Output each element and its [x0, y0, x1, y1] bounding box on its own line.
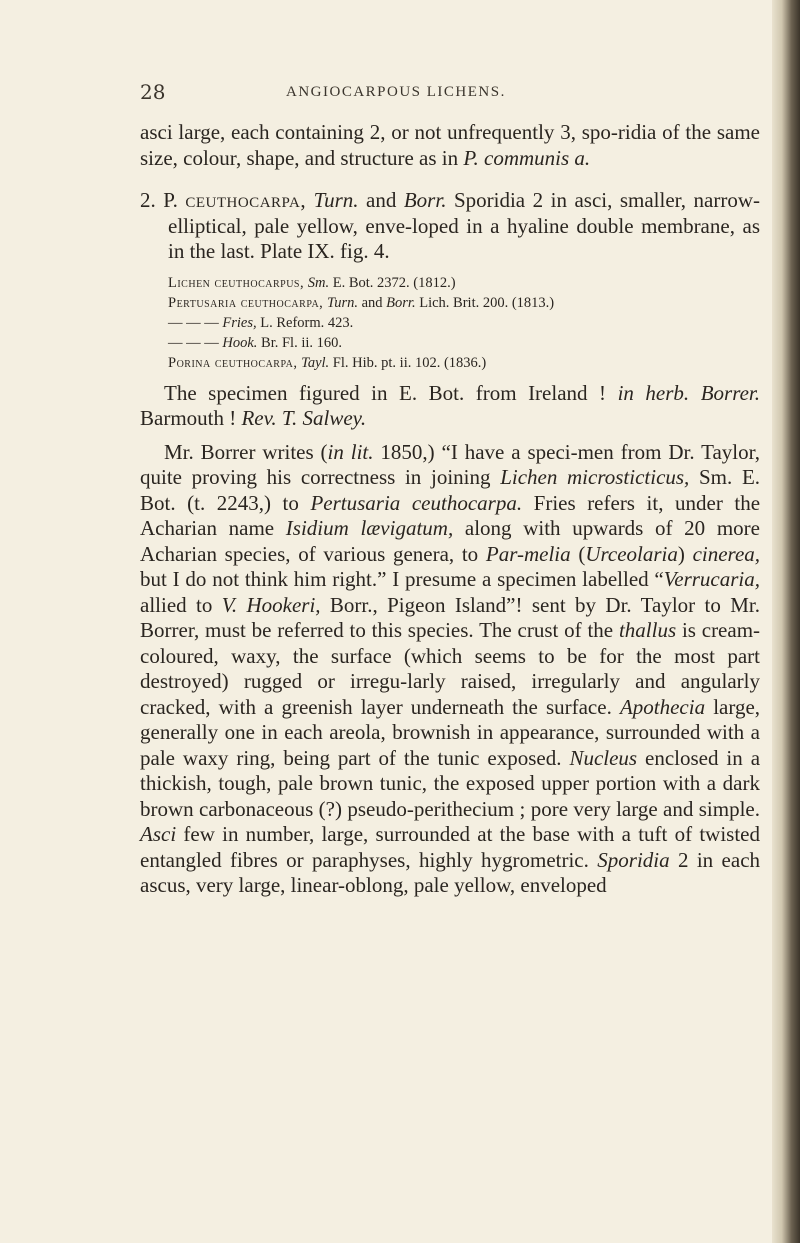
- entry-species: ceuthocarpa,: [185, 188, 307, 212]
- locality-paragraph: The specimen figured in E. Bot. from Ireland ! in herb. Borrer. Barmouth ! Rev. T. Salwey.: [140, 380, 761, 430]
- page-number: 28: [140, 80, 166, 104]
- entry-number: 2.: [140, 188, 156, 212]
- page-header: [140, 80, 740, 104]
- paragraph-continuation: asci large, each containing 2, or not unfrequently 3, spo-ridia of the same size, colour, shape, and structure as in P. communis a.: [140, 120, 760, 170]
- running-head: ANGIOCARPOUS LICHENS.: [286, 84, 506, 100]
- entry-description: Sporidia 2 in asci, smaller, narrow-elliptical, pale yellow, enve-loped in a hyaline double membrane, as in the last. Plate IX. fig. 4.: [168, 188, 761, 263]
- species-entry: 2. P. ceuthocarpa, Turn. and Borr. Sporidia 2 in asci, smaller, narrow-elliptical, pale yellow, enve-loped in a hyaline double membrane, as in the last. Plate IX. fig. 4.: [140, 188, 761, 263]
- description-paragraph: Mr. Borrer writes (in lit. 1850,) “I have a speci-men from Dr. Taylor, quite proving his correctness in joining Lichen microsticticus, Sm. E. Bot. (t. 2243,) to Pertusaria ceuthocarpa. Fries refers it, under the Acharian name Isidium lævigatum, along with upwards of 20 more Acharian species, of various genera, to Par-melia (Urceolaria) cinerea, but I do not think him right.” I presume a specimen labelled “Verrucaria, allied to V. Hookeri, Borr., Pigeon Island”! sent by Dr. Taylor to Mr. Borrer, must be referred to this species. The crust of the thallus is cream-coloured, waxy, the surface (which seems to be for the most part destroyed) rugged or irregu-larly raised, irregularly and angularly cracked, with a greenish layer underneath the surface. Apothecia large, generally one in each areola, brownish in appearance, surrounded with a pale waxy ring, being part of the tunic exposed. Nucleus enclosed in a thickish, tough, pale brown tunic, the exposed upper portion with a dark brown carbonaceous (?) pseudo-perithecium ; pore very large and simple. Asci few in number, large, surrounded at the base with a tuft of twisted entangled fibres or paraphyses, highly hygrometric. Sporidia 2 in each ascus, very large, linear-oblong, pale yellow, enveloped: [140, 439, 761, 897]
- page-binding-edge: [772, 0, 800, 1243]
- species-name: P. communis: [463, 145, 570, 170]
- synonymy-list: [140, 273, 760, 373]
- synonym-line: Pertusaria ceuthocarpa, Turn. and Borr. Lich. Brit. 200. (1813.): [168, 294, 555, 311]
- synonym-line: Porina ceuthocarpa, Tayl. Fl. Hib. pt. ii. 102. (1836.): [168, 354, 487, 371]
- variety-label: a.: [574, 145, 591, 170]
- page-body: [140, 120, 760, 899]
- synonym-line: — — — Fries, L. Reform. 423.: [168, 314, 354, 331]
- synonym-line: — — — Hook. Br. Fl. ii. 160.: [168, 334, 343, 351]
- synonym-line: Lichen ceuthocarpus, Sm. E. Bot. 2372. (1812.): [168, 274, 456, 291]
